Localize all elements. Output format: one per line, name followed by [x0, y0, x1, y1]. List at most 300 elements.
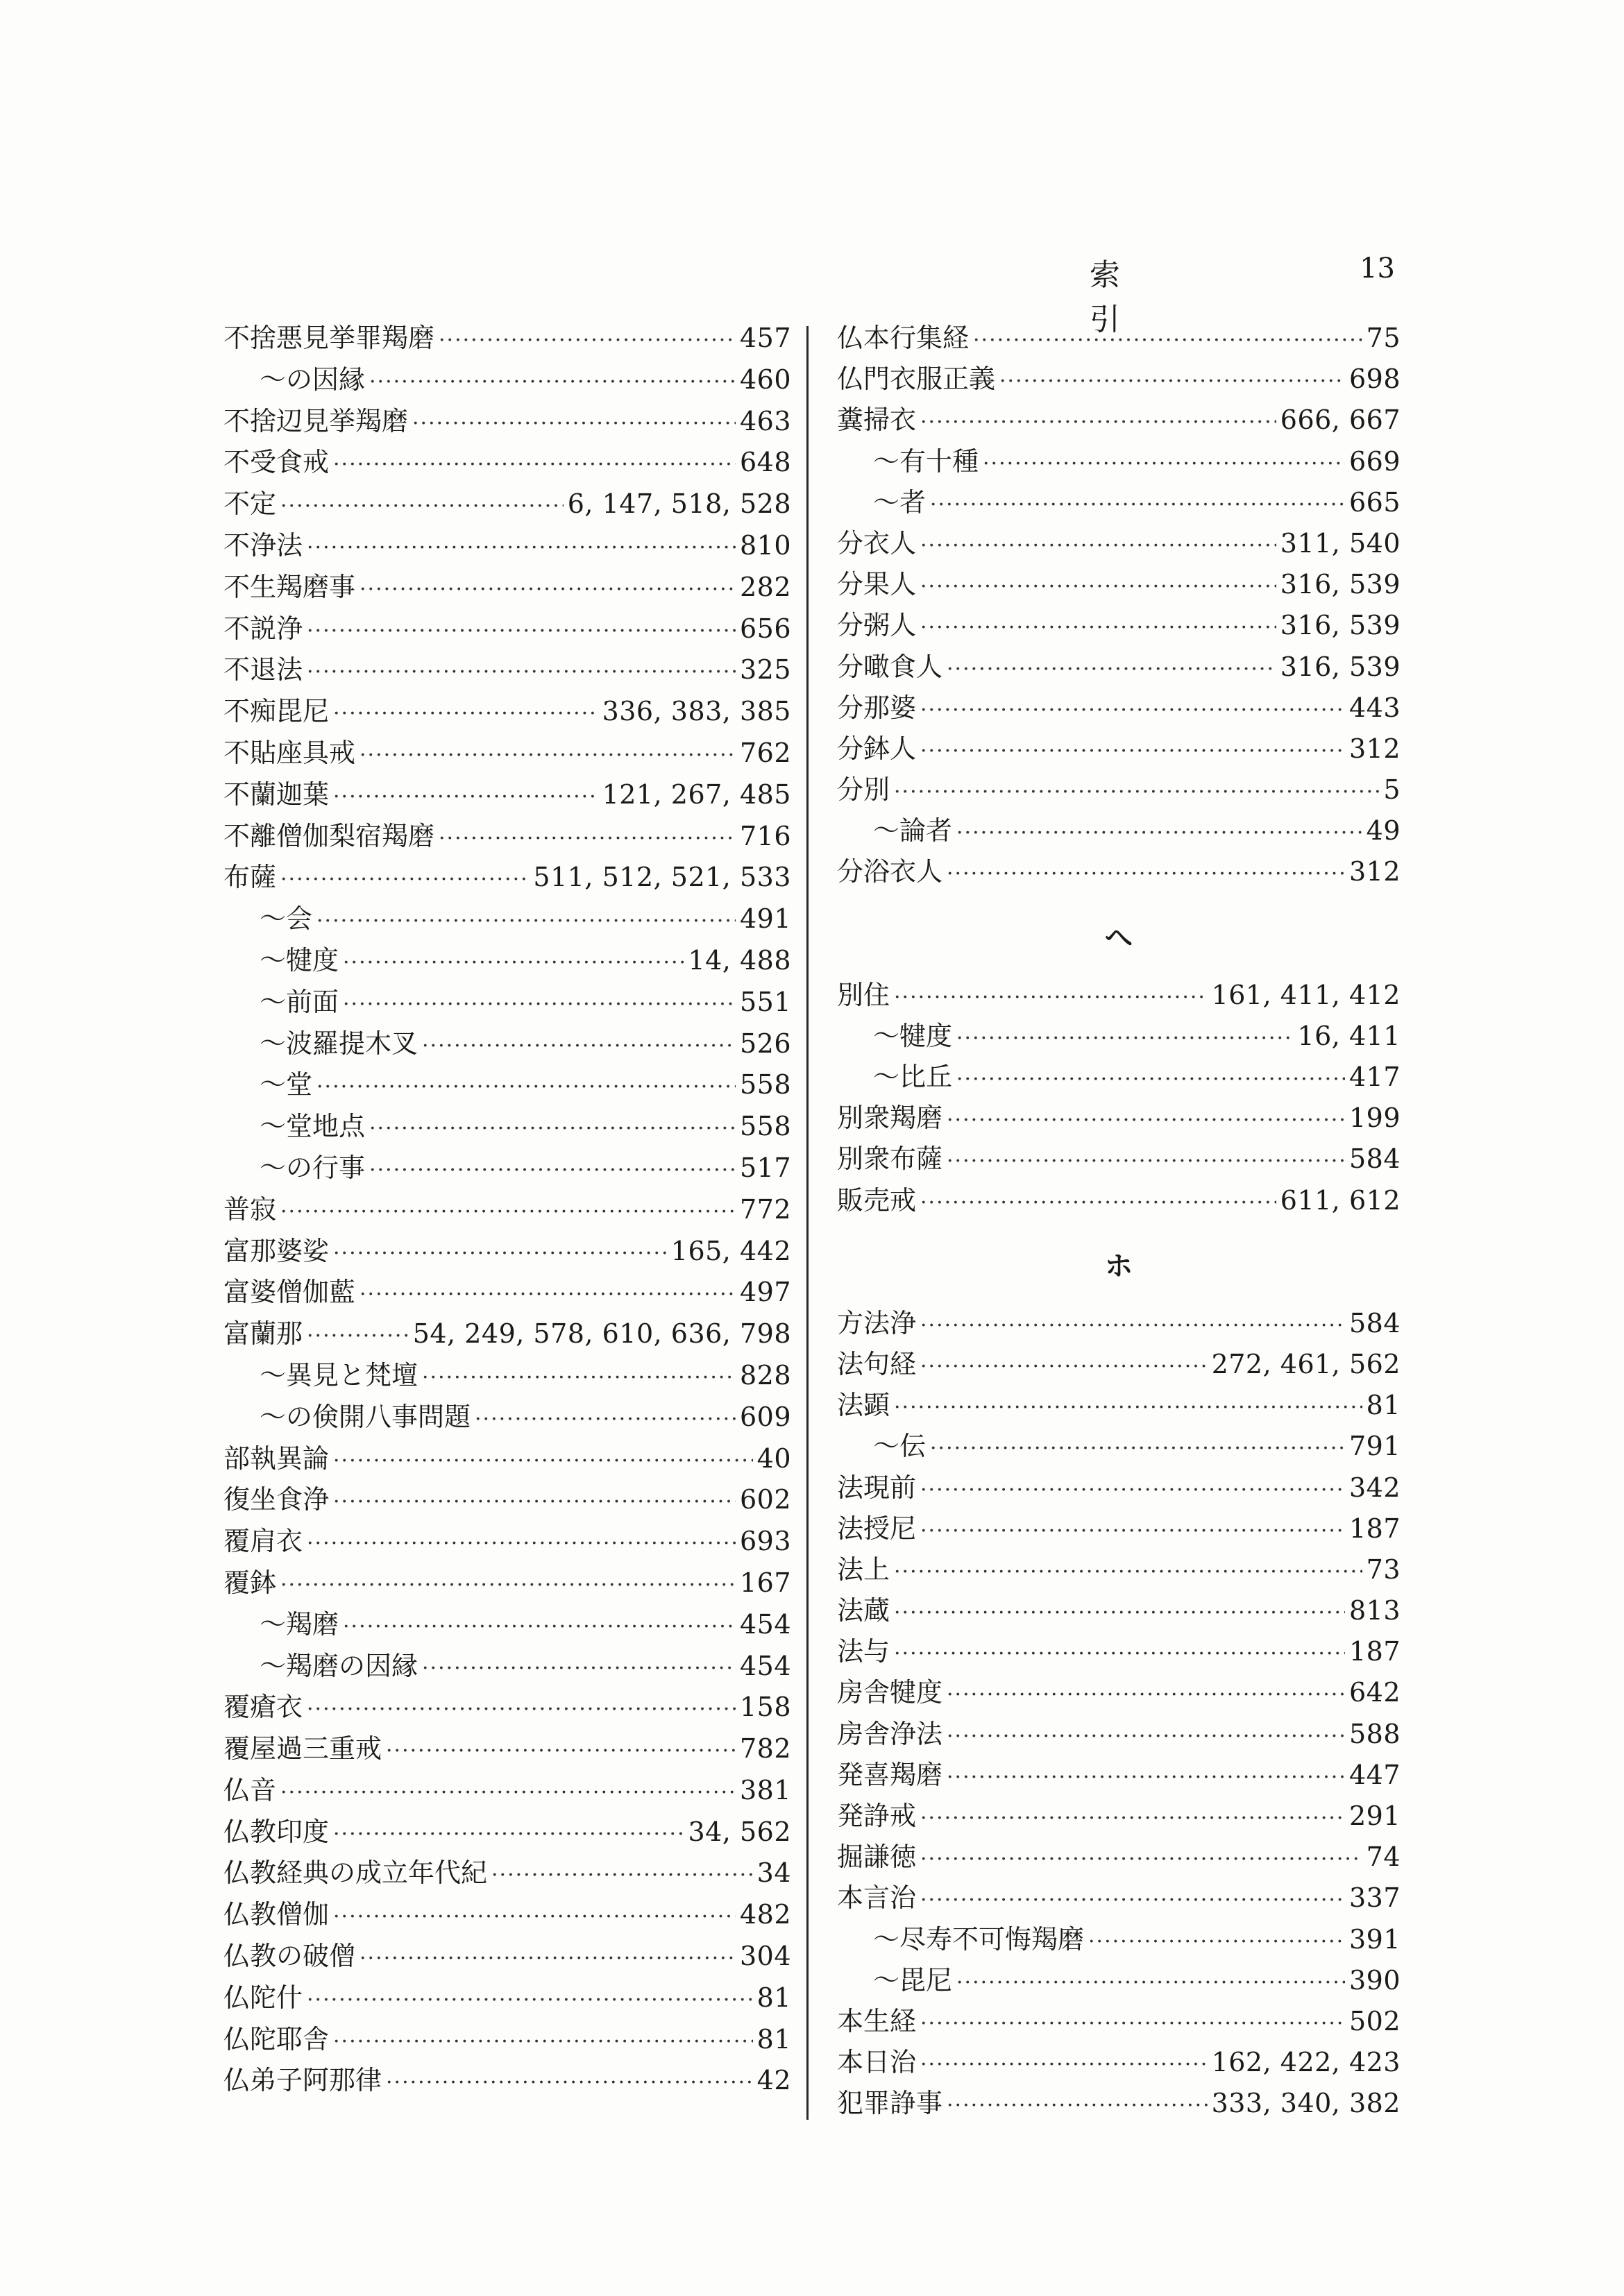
entry-term: 分別: [837, 774, 890, 806]
entry-term: 復坐食浄: [223, 1484, 330, 1515]
index-entry: [223, 774, 791, 816]
entry-term: 仏教経典の成立年代紀: [223, 1857, 488, 1889]
entry-pages: 447: [1348, 1759, 1401, 1790]
entry-term: 法現前: [837, 1472, 917, 1503]
entry-term: ～羯磨の因縁: [260, 1650, 418, 1681]
leader-dots: [360, 1274, 736, 1316]
index-entry: [837, 769, 1401, 810]
leader-dots: [360, 569, 736, 611]
index-entry: [837, 1631, 1401, 1672]
leader-dots: [422, 1648, 736, 1690]
entry-term: 不痴毘尼: [223, 696, 330, 727]
index-entry: [223, 1272, 791, 1313]
index-entry: [837, 851, 1401, 892]
leader-dots: [956, 1962, 1345, 2003]
index-entry: [223, 1563, 791, 1604]
entry-term: 法顕: [837, 1390, 890, 1421]
leader-dots: [947, 1757, 1345, 1798]
leader-dots: [307, 1316, 409, 1357]
leader-dots: [280, 859, 529, 901]
entry-term: 本日治: [837, 2047, 917, 2078]
leader-dots: [920, 1470, 1345, 1511]
leader-dots: [475, 1399, 736, 1440]
index-entry: [223, 1479, 791, 1521]
leader-dots: [956, 1059, 1345, 1100]
entry-pages: 312: [1348, 733, 1401, 764]
index-subentry: [837, 482, 1401, 523]
leader-dots: [307, 527, 736, 569]
index-entry: [837, 359, 1401, 400]
entry-pages: 511, 512, 521, 533: [533, 862, 791, 893]
index-subentry: [223, 1397, 791, 1438]
leader-dots: [947, 853, 1345, 894]
leader-dots: [422, 1357, 736, 1399]
entry-pages: 460: [739, 364, 791, 395]
entry-term: 不捨悪見挙罪羯磨: [223, 323, 435, 353]
entry-term: 不離僧伽梨宿羯磨: [223, 820, 435, 851]
entry-pages: 648: [739, 447, 791, 478]
index-entry: [837, 400, 1401, 441]
leader-dots: [920, 1839, 1362, 1880]
index-entry: [837, 1549, 1401, 1590]
entry-term: 不説浄: [223, 613, 303, 644]
leader-dots: [333, 444, 736, 486]
entry-term: ～の倹開八事問題: [260, 1401, 471, 1432]
index-subentry: [837, 810, 1401, 851]
entry-term: ～論者: [873, 815, 953, 847]
entry-pages: 791: [1348, 1431, 1401, 1462]
leader-dots: [920, 1798, 1345, 1839]
leader-dots: [947, 2085, 1208, 2126]
entry-pages: 381: [739, 1774, 791, 1805]
index-entry: [223, 1770, 791, 1812]
leader-dots: [333, 1233, 667, 1275]
index-subentry: [837, 1960, 1401, 2001]
leader-dots: [1088, 1921, 1345, 1962]
entry-pages: 782: [739, 1733, 791, 1764]
entry-pages: 391: [1348, 1923, 1401, 1955]
entry-term: 不定: [223, 488, 277, 520]
leader-dots: [956, 813, 1362, 853]
entry-term: 販売戒: [837, 1184, 917, 1216]
entry-pages: 666, 667: [1280, 405, 1401, 436]
entry-pages: 716: [739, 820, 791, 851]
index-entry: [837, 647, 1401, 688]
entry-pages: 6, 147, 518, 528: [567, 488, 791, 520]
index-entry: [837, 1468, 1401, 1508]
index-entry: [223, 1728, 791, 1770]
leader-dots: [920, 402, 1276, 443]
leader-dots: [307, 1523, 736, 1565]
entry-pages: 810: [739, 529, 791, 561]
entry-pages: 642: [1348, 1677, 1401, 1708]
index-entry: [837, 318, 1401, 359]
entry-term: 部執異論: [223, 1443, 330, 1474]
entry-pages: 121, 267, 485: [602, 779, 791, 810]
entry-term: 不捨辺見挙羯磨: [223, 405, 409, 436]
leader-dots: [316, 1066, 736, 1108]
index-subentry: [223, 1148, 791, 1189]
leader-dots: [920, 1511, 1345, 1551]
index-entry: [223, 857, 791, 899]
index-subentry: [223, 1604, 791, 1646]
entry-term: 犯罪諍事: [837, 2088, 943, 2119]
entry-pages: 457: [739, 323, 791, 353]
index-entry: [837, 1139, 1401, 1180]
entry-term: 仏陀耶舎: [223, 2023, 330, 2055]
leader-dots: [920, 566, 1276, 607]
index-entry: [223, 401, 791, 443]
index-entry: [837, 2083, 1401, 2124]
leader-dots: [920, 690, 1345, 731]
leader-dots: [360, 735, 736, 776]
index-entry: [223, 442, 791, 484]
entry-term: 本生経: [837, 2005, 917, 2036]
entry-term: ～の行事: [260, 1152, 366, 1183]
index-subentry: [223, 940, 791, 982]
entry-term: 別住: [837, 979, 890, 1010]
leader-dots: [369, 362, 736, 403]
entry-pages: 40: [756, 1443, 791, 1474]
entry-pages: 187: [1348, 1636, 1401, 1667]
index-entry: [837, 975, 1401, 1016]
leader-dots: [360, 1938, 736, 1980]
index-entry: [837, 564, 1401, 605]
entry-term: 布薩: [223, 862, 277, 893]
index-column-left: [223, 318, 791, 2102]
entry-term: 房舎犍度: [837, 1677, 943, 1708]
entry-pages: 158: [739, 1692, 791, 1723]
leader-dots: [920, 525, 1276, 566]
index-entry: [837, 1837, 1401, 1878]
leader-dots: [920, 1346, 1208, 1387]
entry-term: 房舎浄法: [837, 1718, 943, 1749]
leader-dots: [369, 1108, 736, 1150]
leader-dots: [894, 1633, 1345, 1674]
entry-term: 糞掃衣: [837, 405, 917, 436]
entry-term: 不生羯磨事: [223, 571, 356, 602]
index-subentry: [837, 1016, 1401, 1057]
entry-term: ～波羅提木叉: [260, 1028, 418, 1059]
entry-pages: 656: [739, 613, 791, 644]
entry-term: 分噉食人: [837, 651, 943, 682]
index-entry: [223, 1189, 791, 1231]
leader-dots: [280, 1565, 736, 1606]
entry-pages: 693: [739, 1526, 791, 1557]
leader-dots: [920, 607, 1276, 648]
entry-term: 法上: [837, 1554, 890, 1585]
index-entry: [837, 1878, 1401, 1919]
leader-dots: [439, 320, 736, 362]
leader-dots: [920, 731, 1345, 772]
column-divider: [806, 326, 809, 2120]
entry-term: 分那婆: [837, 692, 917, 723]
entry-pages: 49: [1366, 815, 1401, 847]
index-entry: [837, 1180, 1401, 1221]
entry-term: 分鉢人: [837, 733, 917, 764]
entry-pages: 482: [739, 1899, 791, 1930]
leader-dots: [307, 1980, 753, 2021]
entry-pages: 526: [739, 1028, 791, 1059]
index-entry: [223, 567, 791, 609]
leader-dots: [333, 2021, 753, 2063]
entry-term: 仏弟子阿那律: [223, 2065, 382, 2096]
entry-term: 仏陀什: [223, 1982, 303, 2013]
leader-dots: [412, 403, 736, 445]
leader-dots: [894, 772, 1379, 813]
entry-term: ～異見と梵壇: [260, 1359, 418, 1391]
leader-dots: [307, 652, 736, 693]
entry-pages: 81: [1366, 1390, 1401, 1421]
leader-dots: [333, 1896, 736, 1938]
leader-dots: [491, 1855, 753, 1896]
entry-term: ～比丘: [873, 1062, 953, 1092]
entry-pages: 609: [739, 1401, 791, 1432]
leader-dots: [369, 1150, 736, 1191]
entry-term: 仏音: [223, 1774, 277, 1805]
index-entry: [223, 1894, 791, 1936]
entry-pages: 34, 562: [688, 1816, 791, 1847]
index-subentry: [223, 359, 791, 401]
leader-dots: [333, 776, 598, 818]
leader-dots: [920, 1880, 1345, 1921]
index-entry: [223, 1438, 791, 1480]
leader-dots: [920, 2044, 1208, 2085]
entry-term: ～犍度: [873, 1020, 953, 1051]
leader-dots: [280, 1191, 736, 1233]
index-entry: [837, 1714, 1401, 1755]
index-entry: [837, 688, 1401, 729]
leader-dots: [894, 1387, 1362, 1428]
entry-pages: 491: [739, 903, 791, 935]
leader-dots: [333, 1481, 736, 1523]
entry-pages: 588: [1348, 1718, 1401, 1749]
entry-pages: 42: [756, 2065, 791, 2096]
entry-pages: 669: [1348, 445, 1401, 477]
entry-pages: 34: [756, 1857, 791, 1889]
index-entry: [837, 1755, 1401, 1796]
index-subentry: [837, 1919, 1401, 1960]
entry-term: 覆肩衣: [223, 1526, 303, 1557]
index-entry: [223, 609, 791, 650]
entry-pages: 311, 540: [1280, 527, 1401, 559]
entry-pages: 282: [739, 571, 791, 602]
index-column-right: [837, 318, 1401, 2125]
entry-term: 普寂: [223, 1193, 277, 1225]
leader-dots: [920, 2003, 1345, 2044]
index-entry: [223, 1978, 791, 2019]
entry-term: 富那婆娑: [223, 1235, 330, 1266]
entry-pages: 443: [1348, 692, 1401, 723]
index-entry: [223, 816, 791, 858]
entry-term: 仏本行集経: [837, 323, 970, 353]
entry-pages: 316, 539: [1280, 610, 1401, 641]
index-entry: [223, 525, 791, 567]
leader-dots: [343, 984, 736, 1026]
entry-term: 不蘭迦葉: [223, 779, 330, 810]
index-entry: [837, 1098, 1401, 1139]
index-entry: [837, 605, 1401, 646]
index-subentry: [837, 441, 1401, 482]
leader-dots: [894, 1592, 1345, 1633]
entry-pages: 325: [739, 654, 791, 686]
entry-term: 法蔵: [837, 1595, 890, 1626]
leader-dots: [280, 1772, 736, 1814]
entry-term: 掘謙徳: [837, 1842, 917, 1873]
entry-term: ～の因縁: [260, 364, 366, 395]
entry-pages: 272, 461, 562: [1211, 1348, 1401, 1379]
leader-dots: [343, 1606, 736, 1648]
entry-term: 覆屋過三重戒: [223, 1733, 382, 1764]
entry-pages: 417: [1348, 1062, 1401, 1092]
leader-dots: [947, 649, 1276, 690]
leader-dots: [920, 1182, 1276, 1223]
entry-term: 覆瘡衣: [223, 1692, 303, 1723]
leader-dots: [343, 942, 684, 984]
leader-dots: [894, 977, 1208, 1018]
entry-term: 法句経: [837, 1348, 917, 1379]
entry-term: 方法浄: [837, 1307, 917, 1338]
entry-term: ～堂: [260, 1069, 313, 1100]
entry-pages: 602: [739, 1484, 791, 1515]
leader-dots: [930, 484, 1345, 525]
entry-pages: 584: [1348, 1307, 1401, 1338]
index-entry: [223, 1313, 791, 1355]
entry-term: ～者: [873, 486, 927, 518]
leader-dots: [956, 1018, 1293, 1059]
entry-pages: 73: [1366, 1554, 1401, 1585]
index-subentry: [837, 1426, 1401, 1467]
page-header: [1090, 250, 1395, 337]
entry-pages: 16, 411: [1297, 1020, 1401, 1051]
entry-pages: 665: [1348, 486, 1401, 518]
entry-pages: 828: [739, 1359, 791, 1391]
entry-pages: 81: [756, 2023, 791, 2055]
entry-pages: 502: [1348, 2005, 1401, 2036]
index-entry: [837, 1303, 1401, 1344]
index-subentry: [223, 899, 791, 940]
index-entry: [223, 1231, 791, 1273]
entry-pages: 161, 411, 412: [1211, 979, 1401, 1010]
leader-dots: [333, 1814, 684, 1855]
entry-term: 法授尼: [837, 1513, 917, 1544]
leader-dots: [894, 1551, 1362, 1592]
entry-pages: 337: [1348, 1882, 1401, 1914]
entry-pages: 772: [739, 1193, 791, 1225]
leader-dots: [947, 1674, 1345, 1715]
entry-pages: 558: [739, 1111, 791, 1142]
entry-pages: 199: [1348, 1103, 1401, 1134]
entry-term: 法与: [837, 1636, 890, 1667]
entry-term: 不浄法: [223, 529, 303, 561]
index-subentry: [223, 1646, 791, 1687]
entry-pages: 14, 488: [688, 944, 791, 976]
leader-dots: [983, 443, 1345, 484]
index-entry: [223, 1853, 791, 1894]
index-entry: [223, 691, 791, 733]
entry-pages: 304: [739, 1941, 791, 1972]
entry-pages: 463: [739, 405, 791, 436]
index-entry: [223, 318, 791, 359]
entry-term: 分粥人: [837, 610, 917, 641]
leader-dots: [386, 2062, 753, 2104]
entry-pages: 454: [739, 1608, 791, 1640]
entry-term: 分浴衣人: [837, 856, 943, 887]
entry-pages: 81: [756, 1982, 791, 2013]
entry-pages: 342: [1348, 1472, 1401, 1503]
leader-dots: [422, 1026, 736, 1067]
entry-term: ～堂地点: [260, 1111, 366, 1142]
index-subentry: [837, 1057, 1401, 1098]
entry-term: 不退法: [223, 654, 303, 686]
section-heading: ホ: [1105, 1249, 1133, 1282]
page-number: 13: [1360, 253, 1395, 284]
entry-term: ～前面: [260, 986, 339, 1017]
index-subentry: [223, 1355, 791, 1397]
entry-pages: 336, 383, 385: [602, 696, 791, 727]
entry-term: 発喜羯磨: [837, 1759, 943, 1790]
entry-pages: 316, 539: [1280, 569, 1401, 600]
entry-pages: 75: [1366, 323, 1401, 353]
entry-term: 発諍戒: [837, 1801, 917, 1831]
index-subentry: [223, 1064, 791, 1106]
leader-dots: [947, 1141, 1345, 1182]
leader-dots: [316, 901, 736, 942]
entry-pages: 5: [1383, 774, 1401, 806]
entry-term: 仏教僧伽: [223, 1899, 330, 1930]
index-entry: [223, 484, 791, 525]
entry-pages: 162, 422, 423: [1211, 2047, 1401, 2078]
entry-pages: 187: [1348, 1513, 1401, 1544]
index-subentry: [223, 982, 791, 1023]
entry-term: ～有十種: [873, 445, 979, 477]
entry-pages: 497: [739, 1277, 791, 1308]
entry-term: ～会: [260, 903, 313, 935]
entry-pages: 611, 612: [1280, 1184, 1401, 1216]
entry-term: 富蘭那: [223, 1318, 303, 1350]
index-entry: [223, 2019, 791, 2061]
index-entry: [837, 2042, 1401, 2083]
index-entry: [223, 1936, 791, 1978]
entry-term: 仏門衣服正義: [837, 364, 996, 395]
entry-pages: 312: [1348, 856, 1401, 887]
entry-term: 仏教印度: [223, 1816, 330, 1847]
entry-pages: 54, 249, 578, 610, 636, 798: [412, 1318, 791, 1350]
entry-pages: 558: [739, 1069, 791, 1100]
leader-dots: [333, 1440, 753, 1482]
entry-pages: 390: [1348, 1964, 1401, 1996]
leader-dots: [920, 1305, 1345, 1346]
index-entry: [837, 1385, 1401, 1426]
entry-pages: 165, 442: [670, 1235, 791, 1266]
leader-dots: [307, 611, 736, 652]
entry-pages: 584: [1348, 1143, 1401, 1175]
index-entry: [223, 1812, 791, 1853]
entry-term: ～伝: [873, 1431, 927, 1462]
index-entry: [223, 649, 791, 691]
leader-dots: [973, 320, 1362, 361]
leader-dots: [280, 486, 564, 527]
leader-dots: [333, 693, 598, 735]
index-subentry: [223, 1106, 791, 1148]
entry-term: 不貼座具戒: [223, 737, 356, 768]
entry-pages: 454: [739, 1650, 791, 1681]
index-entry: [837, 1344, 1401, 1385]
index-entry: [837, 729, 1401, 769]
entry-pages: 762: [739, 737, 791, 768]
entry-pages: 333, 340, 382: [1211, 2088, 1401, 2119]
entry-pages: 813: [1348, 1595, 1401, 1626]
